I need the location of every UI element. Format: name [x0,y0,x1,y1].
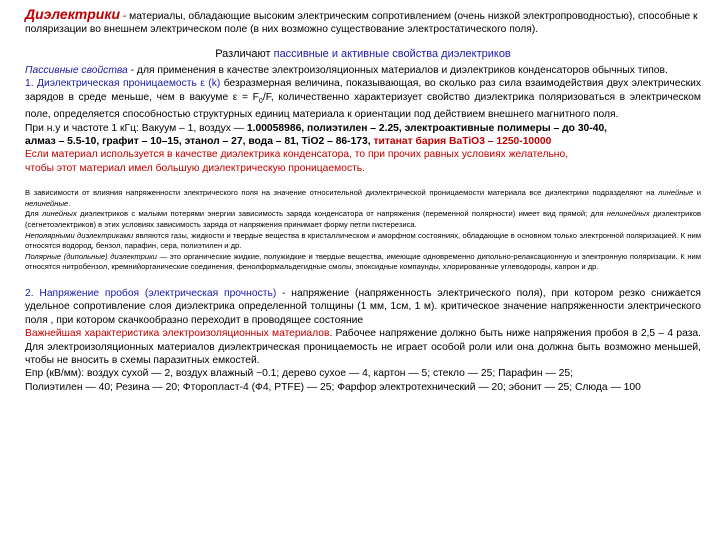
capacitor-paragraph [25,148,701,175]
values-paragraph [25,122,701,149]
small-p2e: диэлектриков (сегнетоэлектриков) в этих условиях зависимость заряда от напряжения принимает форму петли гистерезиса. [25,209,702,230]
small-p3b: являются газы, жидкости и твердые вещества в кристаллическом и аморфном состояниях, обладающие в основном только электронной поляризацией. К ним относятся водород, бензол, парафин, сера, полиэтилен и др. [25,230,701,251]
permittivity-paragraph [25,77,701,121]
breakdown-label: 2. Напряжение пробоя (электрическая прочность) [25,288,277,300]
distinguish-heading [25,48,701,60]
title-definition: - материалы, обладающие высоким электрическим сопротивлением (очень низкой электропроводностью), способные к поляризации во внешнем электрическом поле (в них возможно существование электростатического поля). [25,11,698,35]
small-p4b: — это органические жидкие, полужидкие и твердые вещества, имеющие одновременно дипольно-релаксационную и электронную поляризации. К ним относятся нитробензол, кремнийорганические соединения, фенолформальдегидные смолы, эпоксидные компаунды, хлорированные углеводороды, капрон и др. [25,251,701,272]
small-p4a: Полярные (дипольные) диэлектрики [25,251,157,261]
small-p1a: В зависимости от влияния напряженности электрического поля на значение относительной диэлектрической проницаемости материала все диэлектрики подразделяют на [25,188,659,198]
document-page [25,8,701,394]
values-red: титанат бария BaTiO3 – 1250-10000 [373,136,552,148]
permittivity-text: безразмерная величина, показывающая, во сколько раз сила взаимодействия двух электрических зарядов в среде меньше, чем в вакууме ε = F [25,78,701,103]
permittivity-sub: 0 [258,97,263,105]
breakdown-text: - напряжение (напряженность электрического поля), при котором резко снижается удельное сопротивление слоя диэлектрика определенной толщины (1 мм, 1см, 1 м). критическое значение напряженности электрического поля , при котором скачкообразно переходит в проводящее состояние [25,288,701,326]
breakdown-line2: Полиэтилен — 40; Резина — 20; Фторопласт-4 (Ф4, PTFE) — 25; Фарфор электротехнический — 20; эбонит — 25; Слюда — 100 [25,381,641,393]
breakdown-line1: Епр (кВ/мм): воздух сухой — 2, воздух влажный ~0.1; дерево сухое — 4, картон — 5; стекло — 25; Парафин — 25; [25,368,573,380]
passive-text: - для применения в качестве электроизоляционных материалов и диэлектриков конденсаторов обычных типов. [127,65,668,76]
capacitor-line1: Если материал используется в качестве диэлектрика конденсатора, то при прочих равных условиях желательно, [25,149,569,161]
permittivity-text2: /F, количественно характеризует свойство диэлектрика поляризоваться в электрическом поле, определяется способностью структурных единиц материала к ориентации под действием внешнего магнитного поля. [25,91,701,121]
permittivity-label: 1. Диэлектрическая проницаемость ε (k) [25,78,221,90]
title-paragraph [25,8,701,36]
small-p2c: диэлектриков с малыми потерями энергии зависимость заряда конденсатора от напряжения (переменной полярности) имеет вид прямой; для [76,209,607,219]
polar-paragraph [25,252,701,273]
small-p1b: линейные [658,188,694,198]
small-p1d: нелинейные [25,198,69,208]
small-p2d: нелинейных [606,209,650,219]
capacitor-line2: чтобы этот материал имел большую диэлектрическую проницаемость. [25,162,366,174]
values-start: При н.у и частоте 1 кГц: Вакуум – 1, воздух — [25,122,247,134]
breakdown-red: Важнейшая характеристика электроизоляционных материалов [25,328,330,340]
small-p1e: . [68,198,71,208]
breakdown-paragraph [25,287,701,327]
distinguish-prefix: Различают [215,48,274,60]
small-p2a: Для [25,209,42,219]
passive-paragraph [25,64,701,77]
nonpolar-paragraph [25,231,701,252]
distinguish-highlight: пассивные и активные свойства диэлектриков [273,48,511,60]
title-word: Диэлектрики [25,6,120,22]
values-bold2: алмаз – 5.5-10, графит – 10–15, этанол – 27, вода – 81, TiO2 – 86-173, [25,136,374,148]
linear-nonlinear-paragraph [25,188,701,209]
small-p2b: линейных [42,209,77,219]
linear-paragraph [25,209,701,230]
breakdown-importance-paragraph [25,327,701,367]
values-bold1: 1.00058986, полиэтилен – 2.25, электроактивные полимеры – до 30-40, [246,122,608,134]
small-p1c: и [693,188,701,198]
passive-term: Пассивные свойства [25,65,128,76]
breakdown-values [25,367,701,394]
small-p3a: Неполярными диэлектриками [25,230,134,240]
breakdown-text2: . Рабочее напряжение должно быть ниже напряжения пробоя в 2,5 – 4 раза. Для электроизоляционных материалов диэлектрическая проницаемость не играет особой роли или она должна быть возможно меньшей, чтобы не вносить в схемы паразитных емкостей. [25,328,702,367]
